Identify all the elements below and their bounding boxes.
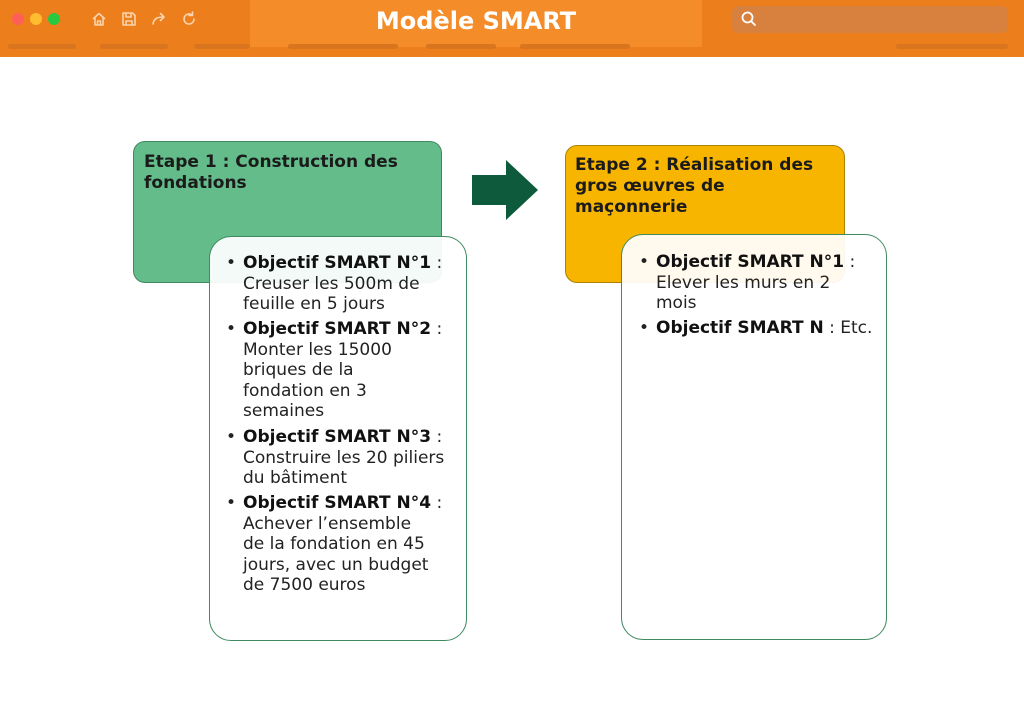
- step-1-title: Etape 1 : Construction des fondations: [144, 152, 398, 193]
- step-1-objective-2: Objectif SMART N°2 : Monter les 15000 briques de la fondation en 3 semaines: [243, 319, 443, 421]
- home-icon[interactable]: [90, 10, 108, 28]
- redo-icon[interactable]: [150, 10, 168, 28]
- tab-3[interactable]: [194, 44, 250, 49]
- tab-2[interactable]: [100, 44, 168, 49]
- step-2-title: Etape 2 : Réalisation des gros œuvres de maçonnerie: [575, 155, 814, 217]
- step-1-objective-4: Objectif SMART N°4 : Achever l’ensemble de la fondation en 45 jours, avec un budget de 7500 euros: [243, 493, 443, 595]
- bullet-icon: •: [226, 253, 237, 273]
- save-icon[interactable]: [120, 10, 138, 28]
- search-icon: [740, 10, 758, 28]
- step-2-objective-1: Objectif SMART N°1 : Elever les murs en 2 mois: [656, 252, 856, 313]
- tab-1[interactable]: [8, 44, 76, 49]
- tab-6[interactable]: [520, 44, 630, 49]
- zoom-window-button[interactable]: [48, 13, 60, 25]
- step-2-objective-n: Objectif SMART N : Etc.: [656, 318, 873, 338]
- step-1-objective-3: Objectif SMART N°3 : Construire les 20 piliers du bâtiment: [243, 427, 445, 488]
- close-window-button[interactable]: [12, 13, 24, 25]
- tab-7[interactable]: [896, 44, 1008, 49]
- bullet-icon: •: [226, 319, 237, 339]
- tab-5[interactable]: [426, 44, 496, 49]
- refresh-icon[interactable]: [180, 10, 198, 28]
- step-1-objective-1: Objectif SMART N°1 : Creuser les 500m de feuille en 5 jours: [243, 253, 443, 314]
- bullet-icon: •: [226, 427, 237, 447]
- app-title: Modèle SMART: [375, 7, 577, 35]
- search-input[interactable]: [732, 6, 1008, 33]
- minimize-window-button[interactable]: [30, 13, 42, 25]
- bullet-icon: •: [226, 493, 237, 513]
- bullet-icon: •: [639, 318, 650, 338]
- bullet-icon: •: [639, 252, 650, 272]
- tab-4[interactable]: [288, 44, 398, 49]
- arrow-right-icon: [472, 160, 538, 220]
